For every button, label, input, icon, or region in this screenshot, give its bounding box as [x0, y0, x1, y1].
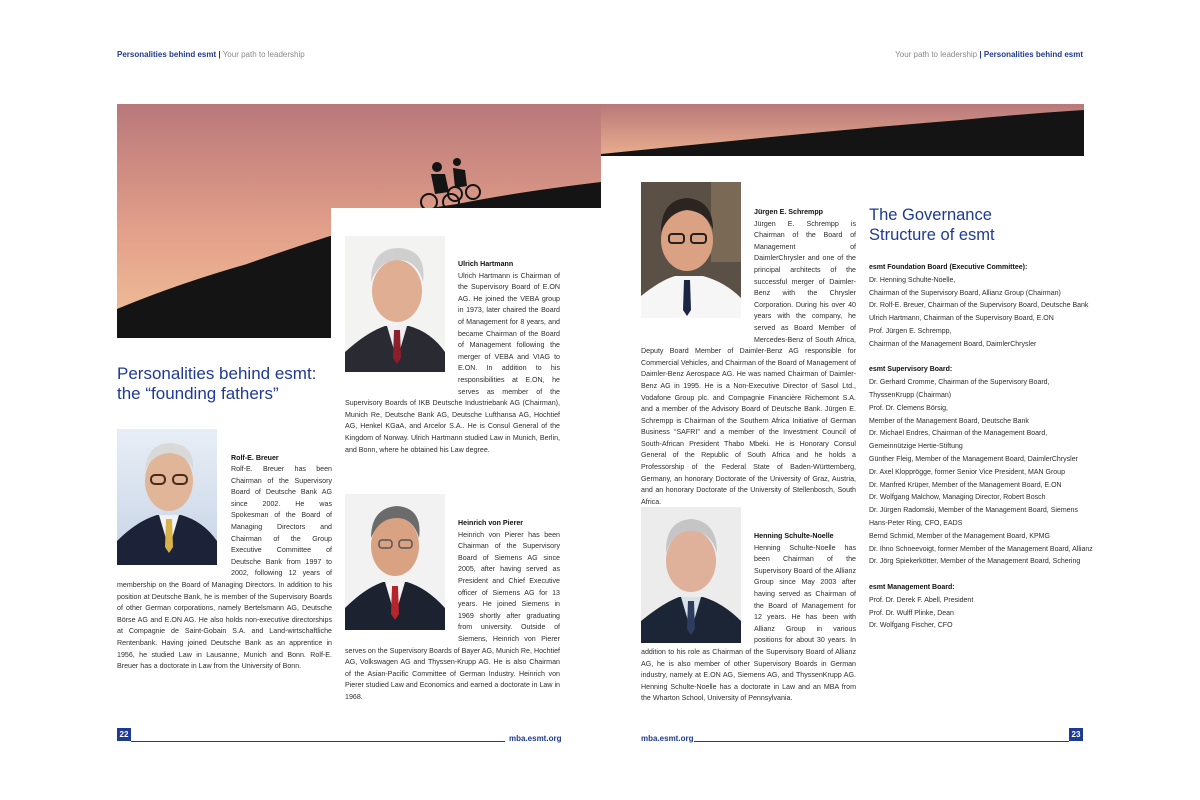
- bio-breuer: [117, 464, 332, 694]
- name-breuer: Rolf-E. Breuer: [231, 454, 279, 462]
- bio-schrempp: [641, 207, 856, 506]
- left-title-line1: Personalities behind esmt:: [117, 364, 317, 383]
- float-spacer-pierer: [345, 518, 458, 636]
- url-right[interactable]: mba.esmt.org: [641, 734, 694, 743]
- left-header-section: Personalities behind esmt: [117, 50, 217, 59]
- governance-member: Prof. Dr. Derek F. Abell, President: [869, 596, 974, 604]
- governance-heading: esmt Foundation Board (Executive Committee):: [869, 264, 1028, 271]
- governance-member: Ulrich Hartmann, Chairman of the Supervisory Board, E.ON: [869, 315, 1054, 323]
- name-hartmann: Ulrich Hartmann: [458, 260, 514, 268]
- governance-member: Prof. Jürgen E. Schrempp,: [869, 327, 952, 335]
- float-spacer-hartmann: [345, 259, 458, 387]
- governance-member: Dr. Ihno Schneevoigt, former Member of the Management Board, Allianz: [869, 545, 1093, 553]
- governance-gap: [869, 352, 1089, 365]
- governance-member: Member of the Management Board, Deutsche Bank: [869, 417, 1029, 425]
- governance-member: Dr. Henning Schulte-Noelle,: [869, 276, 956, 284]
- right-header-tagline: Your path to leadership: [895, 50, 978, 59]
- hero-photo-right: [601, 104, 1084, 156]
- page-number-left: 22: [117, 728, 131, 741]
- bio-hartmann: [345, 259, 560, 469]
- footer-rule-left: [131, 741, 505, 742]
- footer-rule-right: [694, 741, 1069, 742]
- governance-heading: esmt Management Board:: [869, 583, 955, 591]
- right-header-separator: |: [979, 50, 982, 59]
- bio-text-hartmann: Ulrich Hartmann is Chairman of the Supervisory Board of E.ON AG. He joined the VEBA group in 1973, later chaired the Board of Management for 8 years, and became Chairman of the Board of Management following the merger of VEBA and VIAG to E.ON. In addition to his responsibilities at E.ON, he serves as member of the Supervisory Boards of IKB Deutsche Industriebank AG (Chairman), Munich Re, Deutsche Bank AG, Deutsche Lufthansa AG, Hochtief AG, Henkel KGaA, and Arcelor S.A.. He is Consul General of the Kingdom of Norway. Ulrich Hartmann studied Law in Munich, Berlin, and Bonn, where he obtained his Law degree.: [345, 271, 560, 454]
- bio-schulte-noelle: [641, 531, 856, 721]
- bio-breuer-top: [231, 453, 331, 465]
- bio-pierer: [345, 518, 560, 718]
- governance-member: Dr. Axel Klopprögge, former Senior Vice President, MAN Group: [869, 468, 1065, 476]
- float-spacer-schrempp: [641, 207, 754, 335]
- right-header-section: Personalities behind esmt: [983, 50, 1083, 59]
- name-schulte-noelle: Henning Schulte-Noelle: [754, 532, 834, 540]
- page-number-right: 23: [1069, 728, 1083, 741]
- governance-list: [869, 262, 1093, 633]
- right-running-header: [895, 50, 1083, 59]
- left-header-separator: |: [218, 50, 221, 59]
- url-left[interactable]: mba.esmt.org: [509, 734, 562, 743]
- governance-member: Dr. Jörg Spiekerkötter, Member of the Management Board, Schering: [869, 558, 1081, 566]
- governance-member: Dr. Wolfgang Fischer, CFO: [869, 622, 953, 630]
- governance-heading: esmt Supervisory Board:: [869, 366, 953, 374]
- governance-member: Prof. Dr. Wulff Plinke, Dean: [869, 609, 954, 617]
- left-running-header: [117, 50, 305, 59]
- governance-member: Chairman of the Supervisory Board, Allianz Group (Chairman): [869, 289, 1061, 297]
- governance-gap: [869, 569, 1089, 582]
- float-spacer-schulte: [641, 531, 754, 642]
- governance-member: Dr. Michael Endres, Chairman of the Management Board,: [869, 430, 1048, 438]
- float-spacer-breuer: [117, 464, 231, 576]
- right-title-line2: Structure of esmt: [869, 226, 995, 244]
- governance-member: Dr. Gerhard Cromme, Chairman of the Supervisory Board,: [869, 379, 1050, 387]
- governance-member: Prof. Dr. Clemens Börsig,: [869, 404, 948, 412]
- governance-member: Bernd Schmid, Member of the Management Board, KPMG: [869, 532, 1050, 540]
- governance-member: Dr. Manfred Krüper, Member of the Management Board, E.ON: [869, 481, 1062, 489]
- bio-text-pierer: Heinrich von Pierer has been Chairman of the Supervisory Board of Siemens AG since 2005, after having served as President and Chief Executive officer of Siemens AG for 13 years. He joined Siemens in 1969 shortly after graduating from university. Outside of Siemens, Heinrich von Pierer serves on the Supervisory Boards of Bayer AG, Munich Re, Hochtief AG, Volkswagen AG and Thyssen-Krupp AG. He is also Chairman of the Asian-Pacific Committee of German Industry. Heinrich von Pierer studied Law and Economics and earned a doctorate in Law in 1968.: [345, 530, 560, 701]
- governance-member: Günther Fleig, Member of the Management Board, DaimlerChrysler: [869, 455, 1078, 463]
- right-page-title: [869, 205, 1089, 245]
- governance-member: Chairman of the Management Board, DaimlerChrysler: [869, 340, 1037, 348]
- name-schrempp: Jürgen E. Schrempp: [754, 208, 823, 216]
- governance-member: Hans-Peter Ring, CFO, EADS: [869, 519, 963, 527]
- right-title-line1: The Governance: [869, 206, 992, 224]
- governance-member: Dr. Rolf-E. Breuer, Chairman of the Supervisory Board, Deutsche Bank: [869, 302, 1089, 310]
- name-pierer: Heinrich von Pierer: [458, 519, 524, 527]
- left-title-line2: the “founding fathers”: [117, 384, 279, 403]
- governance-member: ThyssenKrupp (Chairman): [869, 391, 952, 399]
- bio-text-breuer: Rolf-E. Breuer has been Chairman of the Supervisory Board of Deutsche Bank AG since 2002. He was Spokesman of the Board of Managing Directors and Chairman of the Group Executive Committee of Deutsche Bank from 1997 to 2002, following 12 years of membership on the Board of Managing Directors. In addition to his position at Deutsche Bank, he is member of the Supervisory Boards of other German corporations, namely Bertelsmann AG, Deutsche Börse AG and E.ON AG. He also holds non-executive directorships at Compagnie de Saint-Gobain S.A. and Land-wirtschaftliche Rentenbank. Having joined Deutsche Bank as an apprentice in 1956, he studied Law in Lausanne, Munich and Bonn. Rolf-E. Breuer has a doctorate in Law from the University of Bonn.: [117, 465, 332, 671]
- governance-member: Dr. Wolfgang Malchow, Managing Director, Robert Bosch: [869, 494, 1046, 502]
- left-header-tagline: Your path to leadership: [222, 50, 305, 59]
- governance-member: Dr. Jürgen Radomski, Member of the Management Board, Siemens: [869, 507, 1078, 515]
- governance-member: Gemeinnützige Hertie-Stiftung: [869, 443, 963, 451]
- bio-text-schrempp: Jürgen E. Schrempp is Chairman of the Board of Management of DaimlerChrysler and one of the principal architects of the successful merger of Daimler-Benz with the Chrysler Corporation. During his over 40 years with the company, he served as Board Member of Mercedes-Benz of South Africa, Deputy Board Member of Daimler-Benz AG responsible for Commercial Vehicles, and Chairman of the Board of Management of Daimler-Benz Aerospace AG. He was named Chairman of Daimler-Benz AG in 1995. He is a Non-Executive Director of Sasol Ltd., Vodafone Group plc. and Compagnie Financière Richemont S.A. and a member of the Advisory Board of Deutsche Bank. Jürgen E. Schrempp is Chairman of the Southern Africa Initiative of German Business “SAFRI” and a member of the Investment Council of South-African President Thabo Mbeki. He is Honorary Consul General of the Republic of South Africa and he holds a Professorship of the Federal State of Baden-Württemberg, Germany, an honorary Doctorate of the University of Graz, Austria, and an honorary Doctorate of the University of Stellenbosch, South Africa.: [641, 219, 856, 506]
- bio-text-schulte-noelle: Henning Schulte-Noelle has been Chairman of the Supervisory Board of the Allianz Group since May 2003 after having served as Chairman of the Board of Management for 12 years. He has been with Allianz Group in various positions for about 30 years. In addition to his role as Chairman of the Supervisory Board of Allianz AG, he is also member of other Supervisory Boards in German industry, namely at E.ON AG, Siemens AG, and ThyssenKrupp AG. Henning Schulte-Noelle has a doctorate in Law and an MBA from the Wharton School, University of Pennsylvania.: [641, 543, 856, 703]
- left-page-title: [117, 364, 337, 404]
